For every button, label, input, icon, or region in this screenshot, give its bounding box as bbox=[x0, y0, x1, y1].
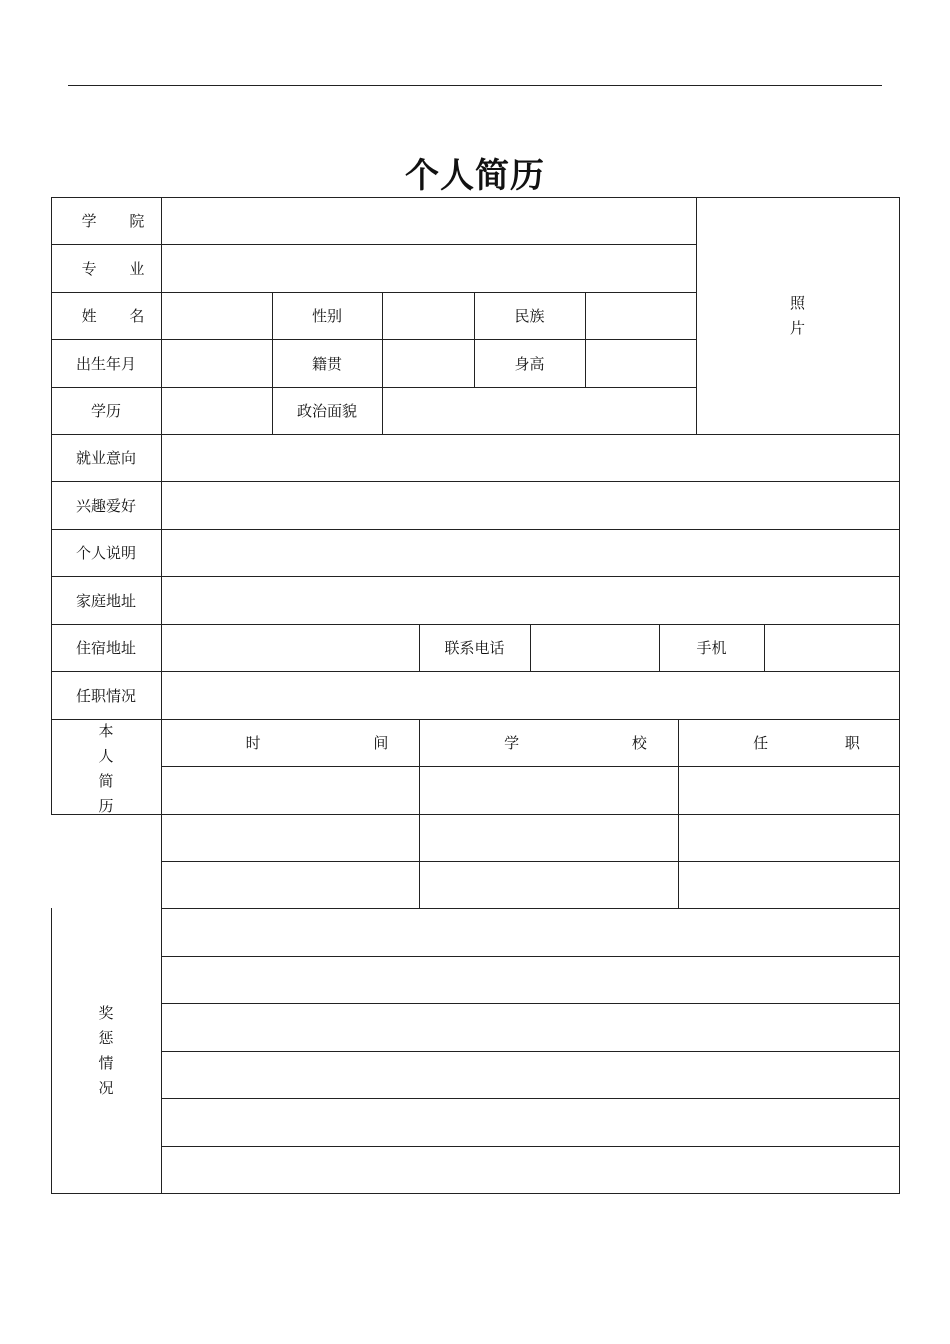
resume-char: 本 bbox=[98, 722, 114, 740]
row-line bbox=[51, 576, 900, 577]
label-dorm-address: 住宿地址 bbox=[75, 639, 136, 657]
col-line bbox=[382, 292, 383, 434]
row-line bbox=[161, 956, 900, 957]
awards-char: 况 bbox=[98, 1078, 114, 1097]
label-awards bbox=[51, 908, 161, 1193]
label-native-place: 籍贯 bbox=[311, 354, 342, 373]
col-line bbox=[764, 624, 765, 671]
label-name: 姓 名 bbox=[81, 307, 159, 325]
row-line bbox=[161, 1146, 900, 1147]
row-line bbox=[51, 671, 900, 672]
col-line bbox=[530, 624, 531, 671]
photo-box bbox=[696, 197, 899, 434]
label-ethnicity: 民族 bbox=[514, 307, 545, 325]
col-header-time: 时 间 bbox=[245, 734, 443, 752]
row-line bbox=[51, 434, 900, 435]
row-line bbox=[51, 814, 900, 815]
label-education: 学历 bbox=[90, 402, 121, 420]
row-line bbox=[161, 1098, 900, 1099]
label-home-address: 家庭地址 bbox=[75, 591, 136, 610]
row-line bbox=[161, 766, 900, 767]
row-line bbox=[161, 861, 900, 862]
col-line bbox=[161, 197, 162, 1193]
label-personal-statement: 个人说明 bbox=[75, 544, 136, 562]
label-hobbies: 兴趣爱好 bbox=[75, 496, 136, 515]
page-title: 个人简历 bbox=[405, 156, 545, 196]
label-positions: 任职情况 bbox=[75, 686, 136, 705]
row-line bbox=[161, 1051, 900, 1052]
label-gender: 性别 bbox=[311, 307, 342, 325]
awards-char: 奖 bbox=[98, 1003, 114, 1022]
label-political-status: 政治面貌 bbox=[296, 402, 357, 420]
row-line bbox=[161, 1003, 900, 1004]
table-border-bottom bbox=[51, 1193, 900, 1194]
label-mobile: 手机 bbox=[696, 639, 727, 657]
label-job-intention: 就业意向 bbox=[75, 449, 136, 467]
label-phone: 联系电话 bbox=[444, 639, 505, 657]
awards-char: 情 bbox=[98, 1053, 114, 1072]
col-line bbox=[585, 292, 586, 387]
label-major: 专 业 bbox=[81, 259, 159, 278]
table-border-right bbox=[899, 197, 900, 1193]
row-line bbox=[51, 529, 900, 530]
awards-char: 惩 bbox=[98, 1028, 114, 1047]
photo-label-2: 片 bbox=[789, 318, 805, 337]
row-line bbox=[161, 908, 900, 909]
col-header-school: 学 校 bbox=[504, 734, 701, 752]
resume-char: 人 bbox=[98, 747, 114, 765]
resume-char: 历 bbox=[98, 797, 114, 815]
label-birth: 出生年月 bbox=[75, 354, 136, 373]
label-college: 学 院 bbox=[81, 212, 159, 230]
col-header-position: 任 职 bbox=[753, 734, 896, 752]
label-resume bbox=[51, 719, 161, 819]
label-height: 身高 bbox=[514, 354, 545, 373]
header-rule bbox=[68, 85, 882, 86]
photo-label-1: 照 bbox=[789, 293, 805, 312]
row-line bbox=[51, 481, 900, 482]
resume-char: 简 bbox=[98, 772, 114, 790]
